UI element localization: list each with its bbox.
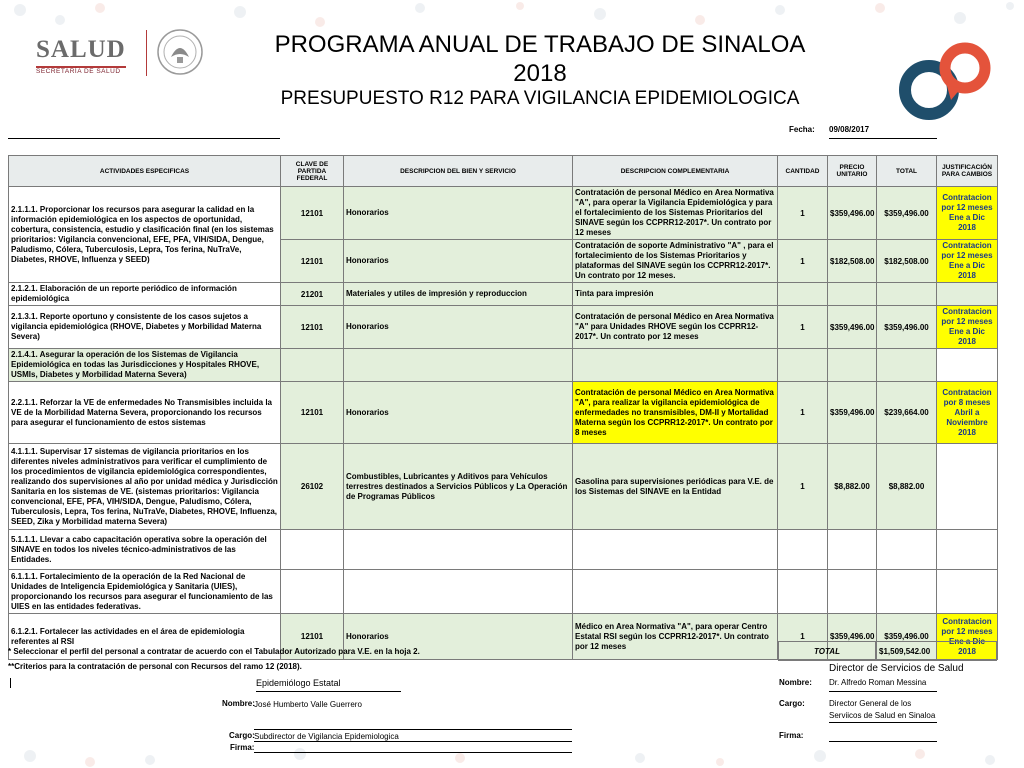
total-cell [877, 349, 937, 382]
justificacion-cell [937, 349, 998, 382]
fecha-value: 09/08/2017 [829, 125, 870, 134]
budget-table [8, 155, 998, 660]
footnote-perfil: * Seleccionar el perfil del personal a contratar de acuerdo con el Tabulador Autorizado para V.E. en la hoja 2. [8, 647, 420, 656]
right-nombre-label: Nombre: [779, 678, 812, 687]
descripcion-cell: Honorarios [344, 240, 573, 283]
precio-cell: $359,496.00 [828, 187, 877, 240]
descripcion-cell: Honorarios [344, 306, 573, 349]
complementaria-cell [573, 530, 778, 570]
col-header-justificacion: JUSTIFICACIÓN PARA CAMBIOS [937, 156, 998, 187]
logo-divider [146, 30, 147, 76]
col-header-precio: PRECIO UNITARIO [828, 156, 877, 187]
page-title [240, 30, 840, 88]
precio-cell [828, 570, 877, 614]
col-header-total: TOTAL [877, 156, 937, 187]
cantidad-cell [778, 570, 828, 614]
right-firma-label: Firma: [779, 731, 804, 740]
complementaria-cell: Contratación de personal Médico en Area Normativa "A", para realizar la vigilancia epidemiológica de enfermedades no transmisibles, DM-II y Mortalidad Materna según los CCPRR12-2017*. Un contrato por 8 meses [573, 382, 778, 444]
total-value: $1,509,542.00 [876, 641, 997, 661]
complementaria-cell: Contratación de soporte Administrativo "A" , para el fortalecimiento de los Sistemas Prioritarios y plataformas del SINAVE según los CCPRR12-2017*. Un contrato por 12 meses. [573, 240, 778, 283]
total-cell [877, 283, 937, 306]
clave-cell [281, 530, 344, 570]
right-cargo-value-2: Serviicos de Salud en Sinaloa [829, 711, 936, 720]
actividad-cell: 2.2.1.1. Reforzar la VE de enfermedades No Transmisibles incluida la VE de la Morbilidad Materna Severa, proporcionando los recursos para asegurar el funcionamiento de estos sistemas [9, 382, 281, 444]
table-row [9, 530, 998, 570]
justificacion-cell [937, 570, 998, 614]
total-cell [877, 530, 937, 570]
justificacion-cell: Contratacion por 8 meses Abril a Noviembre 2018 [937, 382, 998, 444]
right-nombre-value: Dr. Alfredo Roman Messina [829, 678, 927, 687]
fecha-label: Fecha: [789, 125, 815, 134]
epidemiologo-title: Epidemiólogo Estatal [256, 678, 341, 688]
total-cell: $8,882.00 [877, 444, 937, 530]
justificacion-cell [937, 283, 998, 306]
table-row [9, 570, 998, 614]
col-header-descripcion: DESCRIPCION DEL BIEN Y SERVICIO [344, 156, 573, 187]
salud-logo-word: SALUD [36, 36, 126, 63]
table-row [9, 187, 998, 240]
actividad-cell: 6.1.1.1. Fortalecimiento de la operación de la Red Nacional de Unidades de Inteligencia Epidemiológica y Sanitaria (UIES), proporcionando los recursos para asegurar el funcionamiento de las UIES en las entidades federativas. [9, 570, 281, 614]
table-row [9, 382, 998, 444]
clave-cell: 12101 [281, 382, 344, 444]
clave-cell: 21201 [281, 283, 344, 306]
title-line-2: 2018 [513, 60, 567, 87]
footnote-criterios: **Criterios para la contratación de personal con Recursos del ramo 12 (2018). [8, 662, 302, 671]
precio-cell [828, 530, 877, 570]
signature-rule [829, 691, 937, 692]
justificacion-cell: Contratacion por 12 meses Ene a Dic 2018 [937, 187, 998, 240]
cantidad-cell [778, 530, 828, 570]
left-nombre-label: Nombre: [222, 699, 255, 708]
complementaria-cell [573, 349, 778, 382]
col-header-clave: CLAVE DE PARTIDA FEDERAL [281, 156, 344, 187]
clave-cell: 12101 [281, 240, 344, 283]
brand-mark-icon [895, 38, 1000, 123]
total-cell [877, 570, 937, 614]
complementaria-cell: Gasolina para supervisiones periódicas para V.E. de los Sistemas del SINAVE en la Entidad [573, 444, 778, 530]
signature-rule [829, 741, 937, 742]
signature-rule [829, 722, 937, 723]
descripcion-cell [344, 570, 573, 614]
left-cargo-label: Cargo: [229, 731, 255, 740]
precio-cell: $359,496.00 [828, 382, 877, 444]
complementaria-cell [573, 570, 778, 614]
cantidad-cell [778, 349, 828, 382]
table-header-row [9, 156, 998, 187]
left-firma-label: Firma: [230, 743, 255, 752]
cantidad-cell: 1 [778, 187, 828, 240]
signature-rule [254, 741, 572, 742]
left-cargo-value: Subdirector de Vigilancia Epidemiologica [254, 732, 399, 741]
left-nombre-value: José Humberto Valle Guerrero [254, 700, 362, 709]
descripcion-cell: Honorarios [344, 614, 573, 660]
right-cargo-label: Cargo: [779, 699, 805, 708]
clave-cell [281, 349, 344, 382]
table-row [9, 444, 998, 530]
justificacion-cell: Contratacion por 12 meses Ene a Dic 2018 [937, 306, 998, 349]
clave-cell [281, 570, 344, 614]
actividad-cell: 4.1.1.1. Supervisar 17 sistemas de vigilancia prioritarios en los diferentes niveles administrativos para verificar el cumplimiento de los procedimientos de vigilancia epidemiológica correspondientes, realizando dos supervisiones al año por unidad médica y Jurisdicción Sanitaria en los sistemas de VE. (sistemas prioritarios: Vigilancia convencional, EFE, PFA, VIH/SIDA, Dengue, Paludismo, Cólera, Tuberculosis, Lepra, Tos ferina, NuTraVe, Diabetes, RHOVE, Influenza, SEED, Zika y Morbilidad materna Severa) [9, 444, 281, 530]
signature-rule [254, 729, 572, 730]
signature-rule [254, 752, 572, 753]
total-cell: $359,496.00 [877, 306, 937, 349]
total-label: TOTAL [778, 641, 876, 661]
complementaria-cell: Médico en Area Normativa "A", para operar Centro Estatal RSI según los CCPRR12-2017*. Un contrato por 12 meses [573, 614, 778, 660]
background-pattern-bottom [0, 728, 1024, 768]
salud-logo [36, 36, 126, 75]
justificacion-cell [937, 530, 998, 570]
table-row [9, 306, 998, 349]
col-header-complementaria: DESCRIPCION COMPLEMENTARIA [573, 156, 778, 187]
descripcion-cell [344, 349, 573, 382]
actividad-cell: 2.1.3.1. Reporte oportuno y consistente de los casos sujetos a vigilancia epidemiológica (RHOVE, Diabetes y Morbilidad Materna Severa) [9, 306, 281, 349]
precio-cell [828, 349, 877, 382]
complementaria-cell: Contratación de personal Médico en Area Normativa "A" para Unidades RHOVE según los CCPRR12-2017*. Un contrato por 12 meses [573, 306, 778, 349]
precio-cell: $359,496.00 [828, 306, 877, 349]
clave-cell: 12101 [281, 306, 344, 349]
actividad-cell: 2.1.1.1. Proporcionar los recursos para asegurar la calidad en la información epidemiológica en los aspectos de oportunidad, cobertura, consistencia, estudio y clasificación final (en los sistemas prioritarios: Vigilancia convencional, EFE, PFA, VIH/SIDA, Dengue, Paludismo, Cólera, Tuberculosis, Lepra, Tos ferina, NuTraVe, Diabetes, RHOVE, Influenza y SEED) [9, 187, 281, 283]
precio-cell: $8,882.00 [828, 444, 877, 530]
fecha-rule [829, 138, 937, 139]
right-cargo-value-1: Director General de los [829, 699, 912, 708]
total-cell: $182,508.00 [877, 240, 937, 283]
actividad-cell: 5.1.1.1. Llevar a cabo capacitación operativa sobre la operación del SINAVE en todos los niveles técnico-administrativos de las Entidades. [9, 530, 281, 570]
actividad-cell: 2.1.4.1. Asegurar la operación de los Sistemas de Vigilancia Epidemiológica en todas las Jurisdicciones y Hospitales RHOVE, USMIs, Diabetes y Morbilidad Materna Severa) [9, 349, 281, 382]
table-row [9, 349, 998, 382]
cantidad-cell: 1 [778, 444, 828, 530]
total-cell: $359,496.00 [877, 187, 937, 240]
cantidad-cell: 1 [778, 306, 828, 349]
justificacion-cell: Contratacion por 12 meses Ene a Dic 2018 [937, 240, 998, 283]
clave-cell: 26102 [281, 444, 344, 530]
cantidad-cell: 1 [778, 382, 828, 444]
clave-cell: 12101 [281, 614, 344, 660]
salud-logo-subtext: SECRETARÍA DE SALUD [36, 68, 121, 75]
descripcion-cell: Honorarios [344, 187, 573, 240]
descripcion-cell: Honorarios [344, 382, 573, 444]
actividad-cell: 6.1.2.1. Fortalecer las actividades en el área de epidemiologia referentes al RSI [9, 614, 281, 660]
col-header-cantidad: CANTIDAD [778, 156, 828, 187]
precio-cell: $359,496.00 [828, 614, 877, 660]
col-header-actividades: ACTIVIDADES ESPECIFICAS [9, 156, 281, 187]
precio-cell [828, 283, 877, 306]
complementaria-cell: Tinta para impresión [573, 283, 778, 306]
page-subtitle: PRESUPUESTO R12 PARA VIGILANCIA EPIDEMIOLOGICA [280, 88, 800, 109]
total-cell: $239,664.00 [877, 382, 937, 444]
complementaria-cell: Contratación de personal Médico en Area Normativa "A", para operar la Vigilancia Epidemiológica y para el fortalecimiento de los Sistemas Prioritarios del SINAVE según los CCPRR12-2017*. Un contrato por 12 meses [573, 187, 778, 240]
director-title: Director de Servicios de Salud [829, 663, 964, 674]
header-left-rule [8, 138, 280, 139]
actividad-cell: 2.1.2.1. Elaboración de un reporte periódico de información epidemiológica [9, 283, 281, 306]
justificacion-cell: Contratacion por 12 meses Ene a Dic 2018 [937, 614, 998, 660]
descripcion-cell [344, 530, 573, 570]
table-row [9, 283, 998, 306]
precio-cell: $182,508.00 [828, 240, 877, 283]
signature-rule [256, 691, 401, 692]
cantidad-cell [778, 283, 828, 306]
cantidad-cell: 1 [778, 614, 828, 660]
descripcion-cell: Materiales y utiles de impresión y reproduccion [344, 283, 573, 306]
text-cursor [10, 678, 11, 688]
total-cell: $359,496.00 [877, 614, 937, 660]
clave-cell: 12101 [281, 187, 344, 240]
descripcion-cell: Combustibles, Lubricantes y Aditivos para Vehículos terrestres destinados a Servicios Públicos y La Operación de Programas Públicos [344, 444, 573, 530]
justificacion-cell [937, 444, 998, 530]
mexico-seal-icon [155, 27, 205, 77]
title-line-1: PROGRAMA ANUAL DE TRABAJO DE SINALOA [274, 31, 806, 58]
cantidad-cell: 1 [778, 240, 828, 283]
